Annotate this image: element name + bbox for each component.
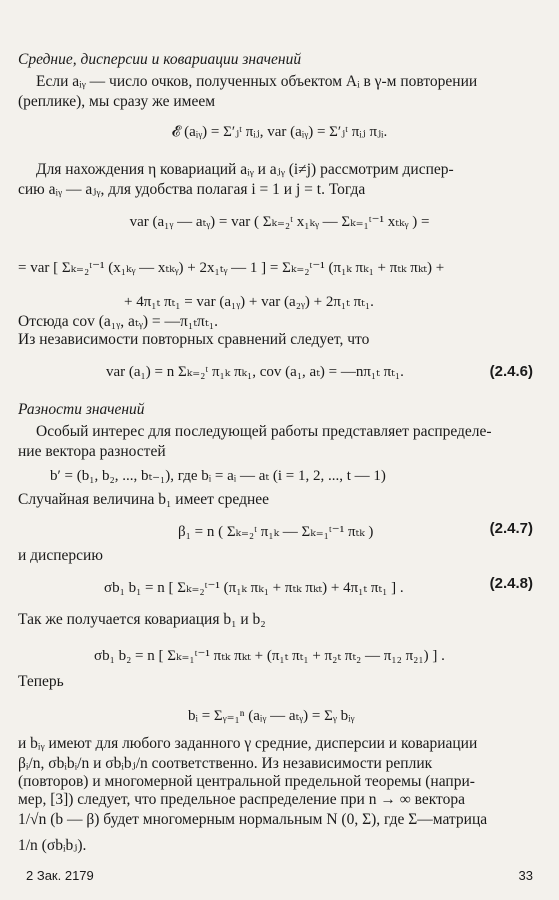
equation-var-result: + 4π₁ₜ πₜ₁ = var (a₁ᵧ) + var (a₂ᵧ) + 2π₁ₜ πₜ₁. bbox=[124, 294, 374, 310]
paragraph-line: Так же получается ковариация b₁ и b₂ bbox=[18, 611, 266, 628]
paragraph-line: Особый интерес для последующей работы представляет распределе- bbox=[36, 423, 492, 440]
paragraph-line: Теперь bbox=[18, 673, 64, 690]
page-number: 33 bbox=[518, 868, 533, 883]
paragraph-line: (реплике), мы сразу же имеем bbox=[18, 93, 216, 110]
paragraph-line: сию aᵢᵧ — aⱼᵧ, для удобства полагая i = 1 и j = t. Тогда bbox=[18, 181, 366, 198]
equation-covariance-b1-b2: σb₁ b₂ = n [ Σₖ₌₁ᵗ⁻¹ πₜₖ πₖₜ + (π₁ₜ πₜ₁ + π₂ₜ πₜ₂ — π₁₂ π₂₁) ] . bbox=[94, 648, 445, 664]
paragraph-line: Для нахождения η ковариаций aᵢᵧ и aⱼᵧ (i≠j) рассмотрим диспер- bbox=[36, 161, 454, 178]
paragraph-line: βᵢ/n, σbᵢbᵢ/n и σbᵢbⱼ/n соответственно. Из независимости реплик bbox=[18, 755, 433, 772]
equation-2-4-8: σb₁ b₁ = n [ Σₖ₌₂ᵗ⁻¹ (π₁ₖ πₖ₁ + πₜₖ πₖₜ) + 4π₁ₜ πₜ₁ ] . bbox=[104, 580, 404, 596]
equation-number: (2.4.7) bbox=[489, 520, 533, 537]
equation-2-4-6: var (a₁) = n Σₖ₌₂ᵗ π₁ₖ πₖ₁, cov (a₁, aₜ) = —nπ₁ₜ πₜ₁. bbox=[106, 364, 404, 380]
section-heading-differences: Разности значений bbox=[18, 401, 145, 418]
equation-number: (2.4.6) bbox=[489, 363, 533, 380]
paragraph-line: Если aᵢᵧ — число очков, полученных объектом Aᵢ в γ-м повторении bbox=[36, 73, 478, 90]
equation-difference-vector: b′ = (b₁, b₂, ..., bₜ₋₁), где bᵢ = aᵢ — aₜ (i = 1, 2, ..., t — 1) bbox=[50, 468, 386, 484]
paragraph-line: и bᵢᵧ имеют для любого заданного γ средние, дисперсии и ковариации bbox=[18, 735, 478, 752]
equation-var-difference: var (a₁ᵧ — aₜᵧ) = var ( Σₖ₌₂ᵗ x₁ₖᵧ — Σₖ₌₁ᵗ⁻¹ xₜₖᵧ ) = bbox=[129, 214, 430, 230]
paragraph-line: 1/√n (b — β) будет многомерным нормальным N (0, Σ), где Σ—матрица bbox=[18, 811, 488, 828]
equation-b-sum: bᵢ = Σᵧ₌₁ⁿ (aᵢᵧ — aₜᵧ) = Σᵧ bᵢᵧ bbox=[188, 708, 355, 724]
paragraph-line: (повторов) и многомерной центральной предельной теоремы (напри- bbox=[18, 773, 475, 790]
paragraph-line: мер, [3]) следует, что предельное распределение при n → ∞ вектора bbox=[18, 791, 466, 808]
equation-2-4-7: β₁ = n ( Σₖ₌₂ᵗ π₁ₖ — Σₖ₌₁ᵗ⁻¹ πₜₖ ) bbox=[178, 524, 374, 540]
paragraph-line: и дисперсию bbox=[18, 547, 103, 564]
paragraph-line: Отсюда cov (a₁ᵧ, aₜᵧ) = —π₁ₜπₜ₁. bbox=[18, 313, 218, 330]
equation-number: (2.4.8) bbox=[489, 575, 533, 592]
paragraph-line: Случайная величина b₁ имеет среднее bbox=[18, 491, 270, 508]
equation-var-expansion: = var [ Σₖ₌₂ᵗ⁻¹ (x₁ₖᵧ — xₜₖᵧ) + 2x₁ₜᵧ — 1 ] = Σₖ₌₂ᵗ⁻¹ (π₁ₖ πₖ₁ + πₜₖ πₖₜ) + bbox=[18, 260, 445, 276]
paragraph-line: ние вектора разностей bbox=[18, 443, 166, 460]
paragraph-line: 1/n (σbᵢbⱼ). bbox=[18, 837, 87, 854]
equation-mean-var: 𝓔 (aᵢᵧ) = Σ′ⱼᵗ πᵢⱼ, var (aᵢᵧ) = Σ′ⱼᵗ πᵢⱼ πⱼᵢ. bbox=[171, 124, 388, 140]
section-heading-means: Средние, дисперсии и ковариации значений bbox=[18, 51, 302, 68]
printer-signature: 2 Зак. 2179 bbox=[26, 868, 94, 883]
paragraph-line: Из независимости повторных сравнений следует, что bbox=[18, 331, 370, 348]
